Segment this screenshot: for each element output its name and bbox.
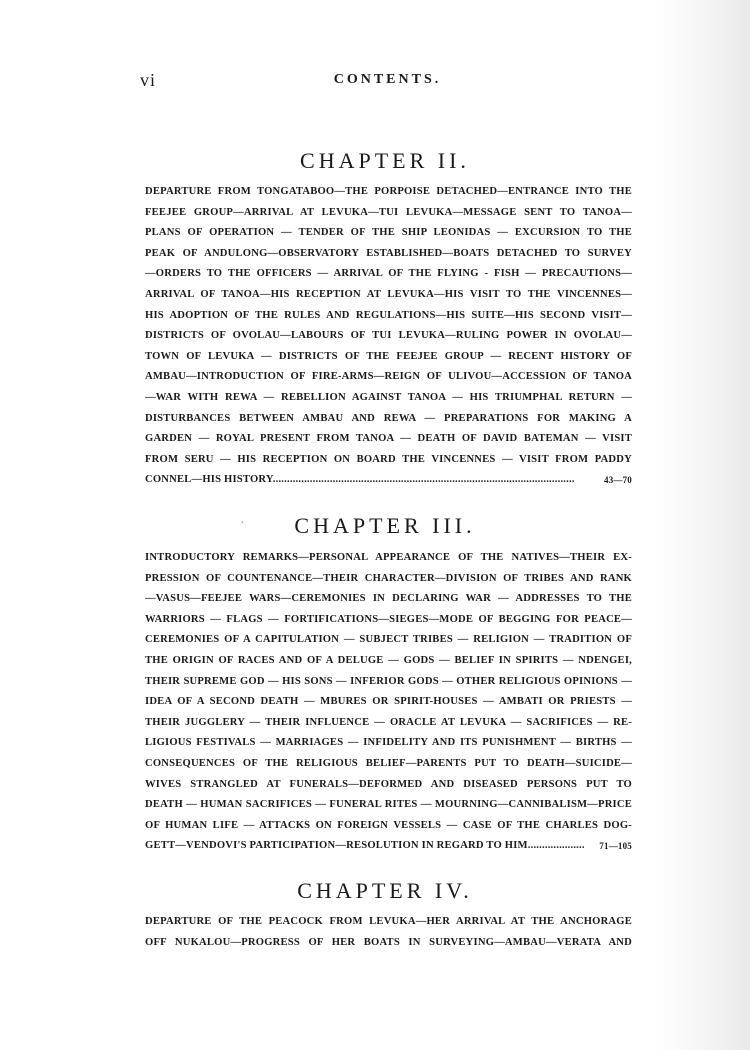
- summary-last-line: [145, 470, 632, 491]
- summary-line: GARDEN — ROYAL PRESENT FROM TANOA — DEATH OF DAVID BATEMAN — VISIT: [145, 433, 632, 445]
- chapter-4-summary: [145, 912, 632, 953]
- summary-line: —ORDERS TO THE OFFICERS — ARRIVAL OF THE FLYING - FISH — PRECAUTIONS—: [145, 268, 632, 280]
- last-line-text: CONNEL—HIS HISTORY: [145, 474, 273, 486]
- summary-line: FEEJEE GROUP—ARRIVAL AT LEVUKA—TUI LEVUKA—MESSAGE SENT TO TANOA—: [145, 206, 632, 218]
- dot-leader: ..........................................................................................................: [272, 474, 575, 486]
- summary-line: OF HUMAN LIFE — ATTACKS ON FOREIGN VESSELS — CASE OF THE CHARLES DOG-: [145, 819, 632, 831]
- summary-line: CONSEQUENCES OF THE RELIGIOUS BELIEF—PARENTS PUT TO DEATH—SUICIDE—: [145, 757, 632, 769]
- summary-line: DEPARTURE FROM TONGATABOO—THE PORPOISE DETACHED—ENTRANCE INTO THE: [145, 186, 632, 197]
- summary-line: DEATH — HUMAN SACRIFICES — FUNERAL RITES — MOURNING—CANNIBALISM—PRICE: [145, 799, 632, 811]
- summary-line: FROM SERU — HIS RECEPTION ON BOARD THE VINCENNES — VISIT FROM PADDY: [145, 453, 632, 465]
- summary-line: HIS ADOPTION OF THE RULES AND REGULATIONS—HIS SUITE—HIS SECOND VISIT—: [145, 309, 632, 321]
- summary-line: —WAR WITH REWA — REBELLION AGAINST TANOA — HIS TRIUMPHAL RETURN —: [145, 391, 632, 403]
- summary-line: DISTRICTS OF OVOLAU—LABOURS OF TUI LEVUKA—RULING POWER IN OVOLAU—: [145, 330, 632, 342]
- page-range: 43—70: [604, 475, 632, 486]
- summary-line: THE ORIGIN OF RACES AND OF A DELUGE — GODS — BELIEF IN SPIRITS — NDENGEI,: [145, 654, 632, 666]
- summary-line: ARRIVAL OF TANOA—HIS RECEPTION AT LEVUKA—HIS VISIT TO THE VINCENNES—: [145, 288, 632, 300]
- summary-line: CEREMONIES OF A CAPITULATION — SUBJECT TRIBES — RELIGION — TRADITION OF: [145, 634, 632, 646]
- running-title: CONTENTS.: [333, 72, 442, 87]
- summary-last-line: [145, 836, 632, 857]
- dot-leader: ....................: [527, 840, 585, 852]
- summary-line: TOWN OF LEVUKA — DISTRICTS OF THE FEEJEE GROUP — RECENT HISTORY OF: [145, 350, 632, 362]
- summary-line: THEIR SUPREME GOD — HIS SONS — INFERIOR GODS — OTHER RELIGIOUS OPINIONS —: [145, 675, 632, 687]
- chapter-2-summary: [145, 182, 632, 491]
- summary-line: THEIR JUGGLERY — THEIR INFLUENCE — ORACLE AT LEVUKA — SACRIFICES — RE-: [145, 716, 632, 728]
- page-header: [140, 70, 635, 94]
- summary-line: LIGIOUS FESTIVALS — MARRIAGES — INFIDELITY AND ITS PUNISHMENT — BIRTHS —: [145, 737, 632, 749]
- chapter-3-heading: CHAPTER III.: [294, 513, 476, 538]
- chapter-3-summary: [145, 548, 632, 857]
- summary-line: PEAK OF ANDULONG—OBSERVATORY ESTABLISHED—BOATS DETACHED TO SURVEY: [145, 247, 632, 259]
- chapter-4-heading: CHAPTER IV.: [297, 878, 473, 903]
- summary-line: WIVES STRANGLED AT FUNERALS—DEFORMED AND DISEASED PERSONS PUT TO: [145, 778, 632, 790]
- summary-line: PLANS OF OPERATION — TENDER OF THE SHIP LEONIDAS — EXCURSION TO THE: [145, 227, 632, 239]
- summary-line: DISTURBANCES BETWEEN AMBAU AND REWA — PREPARATIONS FOR MAKING A: [145, 412, 632, 424]
- page-range: 71—105: [599, 841, 632, 852]
- chapter-2-heading: CHAPTER II.: [300, 148, 470, 173]
- summary-line: IDEA OF A SECOND DEATH — MBURES OR SPIRIT-HOUSES — AMBATI OR PRIESTS —: [145, 696, 632, 708]
- summary-line: WARRIORS — FLAGS — FORTIFICATIONS—SIEGES—MODE OF BEGGING FOR PEACE—: [145, 613, 632, 625]
- summary-line: OFF NUKALOU—PROGRESS OF HER BOATS IN SURVEYING—AMBAU—VERATA AND: [145, 936, 632, 948]
- summary-line: AMBAU—INTRODUCTION OF FIRE-ARMS—REIGN OF ULIVOU—ACCESSION OF TANOA: [145, 371, 632, 383]
- summary-line: DEPARTURE OF THE PEACOCK FROM LEVUKA—HER ARRIVAL AT THE ANCHORAGE: [145, 916, 632, 927]
- page-number: vi: [140, 70, 157, 90]
- summary-line: PRESSION OF COUNTENANCE—THEIR CHARACTER—DIVISION OF TRIBES AND RANK: [145, 572, 632, 584]
- scan-shadow: [654, 0, 750, 1050]
- summary-line: —VASUS—FEEJEE WARS—CEREMONIES IN DECLARING WAR — ADDRESSES TO THE: [145, 593, 632, 605]
- summary-line: INTRODUCTORY REMARKS—PERSONAL APPEARANCE OF THE NATIVES—THEIR EX-: [145, 552, 632, 563]
- ink-speck: ·: [240, 516, 245, 531]
- last-line-text: GETT—VENDOVI'S PARTICIPATION—RESOLUTION IN REGARD TO HIM: [145, 840, 528, 852]
